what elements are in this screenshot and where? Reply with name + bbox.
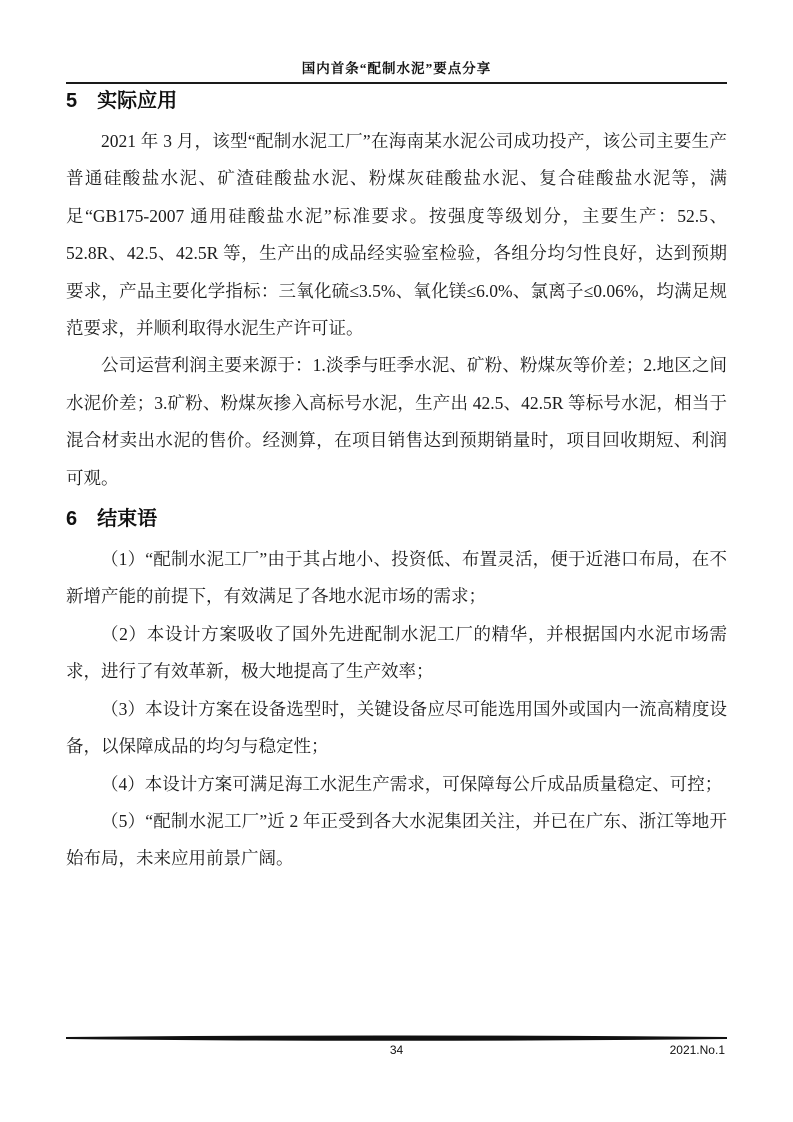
paragraph: （2）本设计方案吸收了国外先进配制水泥工厂的精华，并根据国内水泥市场需求，进行了有效革新，极大地提高了生产效率； bbox=[66, 623, 727, 682]
page-number: 34 bbox=[389, 1043, 404, 1057]
footer-row bbox=[66, 1043, 727, 1059]
section-heading-5 bbox=[66, 88, 727, 115]
section-title: 实际应用 bbox=[97, 90, 178, 112]
section-number: 6 bbox=[66, 508, 78, 531]
section-heading-6 bbox=[66, 506, 727, 533]
paragraph: （4）本设计方案可满足海工水泥生产需求，可保障每公斤成品质量稳定、可控； bbox=[101, 773, 723, 794]
running-header bbox=[66, 60, 727, 84]
paragraph: （3）本设计方案在设备选型时，关键设备应尽可能选用国外或国内一流高精度设备，以保障成品的均匀与稳定性； bbox=[66, 698, 727, 757]
paragraph: 公司运营利润主要来源于：1.淡季与旺季水泥、矿粉、粉煤灰等价差；2.地区之间水泥价差；3.矿粉、粉煤灰掺入高标号水泥，生产出 42.5、42.5R 等标号水泥，相当于混合材卖出水泥的售价。经测算，在项目销售达到预期销量时，项目回收期短、利润可观。 bbox=[66, 355, 727, 488]
issue-label: 2021.No.1 bbox=[669, 1043, 725, 1057]
page-footer bbox=[66, 1034, 727, 1059]
running-header-title: 国内首条“配制水泥”要点分享 bbox=[301, 61, 492, 76]
footer-decorative-rule bbox=[66, 1034, 727, 1043]
paragraph: （1）“配制水泥工厂”由于其占地小、投资低、布置灵活，便于近港口布局，在不新增产能的前提下，有效满足了各地水泥市场的需求； bbox=[66, 549, 727, 607]
paragraph: （5）“配制水泥工厂”近 2 年正受到各大水泥集团关注，并已在广东、浙江等地开始布局，未来应用前景广阔。 bbox=[66, 810, 727, 869]
page-content bbox=[66, 88, 727, 878]
section-number: 5 bbox=[66, 90, 78, 112]
paragraph: 2021 年 3 月，该型“配制水泥工厂”在海南某水泥公司成功投产，该公司主要生产普通硅酸盐水泥、矿渣硅酸盐水泥、粉煤灰硅酸盐水泥、复合硅酸盐水泥等，满足“GB175-2007 通用硅酸盐水泥”标准要求。按强度等级划分，主要生产：52.5、52.8R、42.5、42.5R 等，生产出的成品经实验室检验，各组分均匀性良好，达到预期要求，产品主要化学指标：三氧化硫≤3.5%、氧化镁≤6.0%、氯离子≤0.06%，均满足规范要求，并顺利取得水泥生产许可证。 bbox=[66, 131, 727, 339]
section-title: 结束语 bbox=[97, 508, 158, 531]
